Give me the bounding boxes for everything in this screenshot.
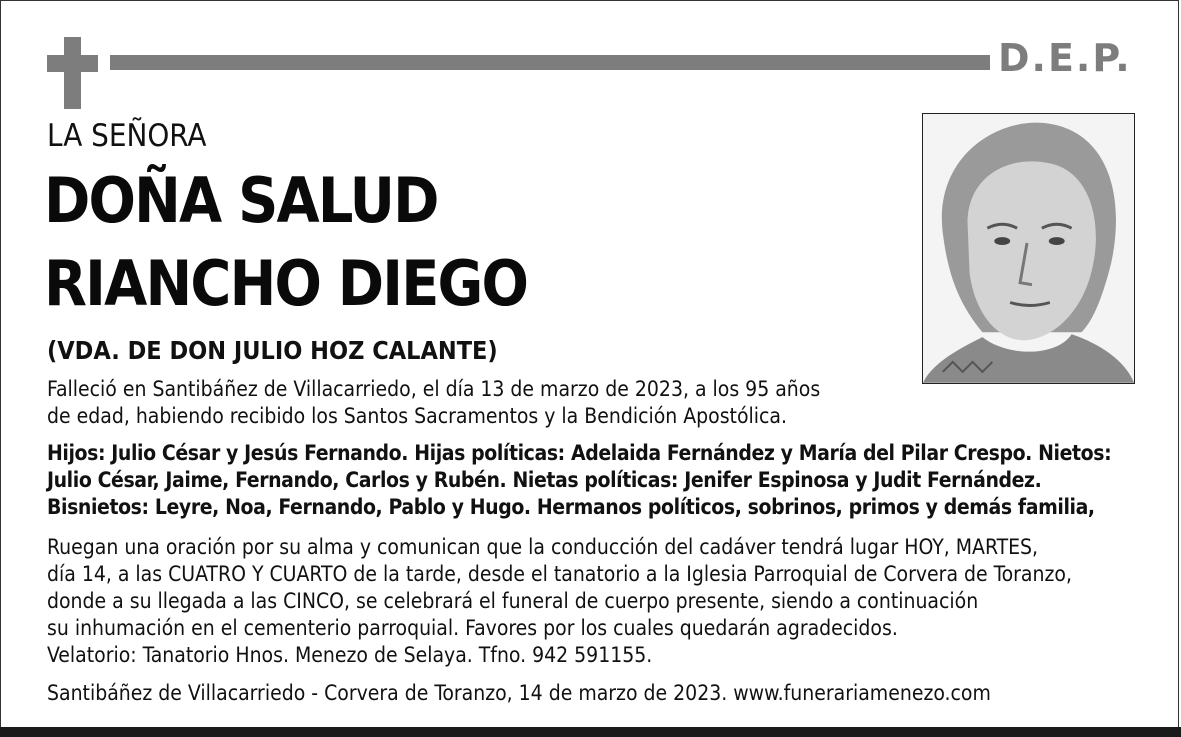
family-line: Hijos: Julio César y Jesús Fernando. Hijas políticas: Adelaida Fernández y María del Pilar Crespo. Nietos:	[47, 441, 1112, 465]
header-rule	[110, 55, 990, 70]
widow-of: (VDA. DE DON JULIO HOZ CALANTE)	[47, 336, 498, 365]
dep-label: D.E.P.	[998, 36, 1132, 80]
deceased-name-line1: DOÑA SALUD	[44, 164, 438, 237]
death-notice-line: Falleció en Santibáñez de Villacarriedo, el día 13 de marzo de 2023, a los 95 años	[47, 377, 821, 401]
request-line: su inhumación en el cementerio parroquial. Favores por los cuales quedarán agradecidos.	[47, 616, 898, 640]
wake-info-line: Velatorio: Tanatorio Hnos. Menezo de Selaya. Tfno. 942 591155.	[47, 643, 653, 667]
request-line: Ruegan una oración por su alma y comunican que la conducción del cadáver tendrá lugar HOY, MARTES,	[47, 535, 1039, 559]
portrait-photo	[922, 113, 1135, 384]
family-line: Bisnietos: Leyre, Noa, Fernando, Pablo y Hugo. Hermanos políticos, sobrinos, primos y demás familia,	[47, 495, 1095, 519]
request-line: día 14, a las CUATRO Y CUARTO de la tarde, desde el tanatorio a la Iglesia Parroquial de Corvera de Toranzo,	[47, 562, 1072, 586]
request-line: donde a su llegada a las CINCO, se celebrará el funeral de cuerpo presente, siendo a continuación	[47, 589, 979, 613]
cross-icon-vertical	[64, 37, 81, 109]
bottom-rule	[0, 727, 1181, 737]
family-line: Julio César, Jaime, Fernando, Carlos y Rubén. Nietas políticas: Jenifer Espinosa y Judit Fernández.	[47, 468, 1042, 492]
cross-icon-horizontal	[47, 55, 98, 72]
footer-place-date-site: Santibáñez de Villacarriedo - Corvera de Toranzo, 14 de marzo de 2023. www.funerariamenezo.com	[47, 681, 991, 705]
death-notice-line: de edad, habiendo recibido los Santos Sacramentos y la Bendición Apostólica.	[47, 404, 787, 428]
deceased-name-line2: RIANCHO DIEGO	[44, 247, 528, 320]
honorific: LA SEÑORA	[47, 118, 207, 154]
portrait-photo-icon	[923, 114, 1134, 383]
